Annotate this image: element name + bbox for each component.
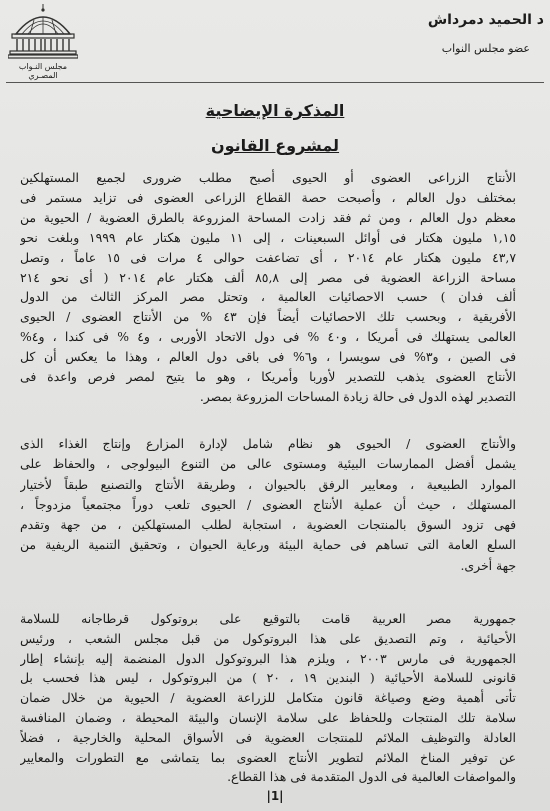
paragraph-line: الأحيائية ، وتم التصديق على هذا البروتوكول من قبل مجلس الشعب ، ورئيس	[20, 630, 516, 646]
paragraph-line: العالمى يستهلك فى أمريكا ، و٤٠ % فى دول الاتحاد الأوربى ، و٤ % فى كندا ، و٤%	[20, 329, 516, 345]
paragraph-line: فى الصين ، و٣% فى سويسرا ، و٦% فى باقى دول العالم ، وهذا ما يعكس أن كل	[20, 349, 516, 365]
paragraph-line: يشمل أفضل الممارسات البيئية ومستوى عالى من التنوع البيولوجى ، والحفاظ على	[20, 456, 516, 472]
paragraph-line: الأنتاج العضوى يذهب للتصدير لأوربا وأمريكا ، وهو ما يتيح لمصر فرص واعدة فى	[20, 369, 516, 385]
paragraph-line: ألف فدان ) حسب الاحصائيات العالمية ، وتحتل مصر المركز الثالث من الدول	[20, 289, 516, 305]
document-subtitle: لمشروع القانون	[210, 136, 340, 155]
paragraph-line: المستهلك ، حيث أن عملية الأنتاج العضوى / الحيوى تلعب دوراً مجتمعياً مزدوجاً ،	[20, 496, 516, 512]
parliament-logo	[4, 2, 82, 80]
paragraph-line: التصدير لهذه الدول فى حالة زيادة المساحات المزروعة بمصر.	[199, 388, 516, 404]
page-number: |1|	[266, 789, 284, 803]
paragraph-2	[20, 434, 516, 576]
paragraph-line: الموارد الطبيعية ، ومعايير الرفق بالحيوان ، وطريقة الأنتاج والتصنيع طبقاً لأختيار	[20, 476, 516, 492]
paragraph-line: السلع العامة التى تساهم فى حماية البيئة ورعاية الحيوان ، وتحقيق التنمية الريفية من	[20, 537, 516, 553]
paragraph-line: فهى تزود السوق بالمنتجات العضوية ، استجابة لطلب المستهلكين ، من جهة وتقدم	[20, 517, 516, 533]
parliament-dome-icon	[8, 2, 78, 60]
paragraph-line: الجمهورية فى مارس ٢٠٠٣ ، ويلزم هذا البروتوكول الدول المنضمة إليه بإنشاء إطار	[20, 650, 516, 666]
paragraph-line: جهة أخرى.	[460, 557, 516, 573]
paragraph-line: تأتى أهمية وضع وصياغة قانون متكامل للزراعة العضوية / الحيوية من خلال ضمان	[20, 690, 516, 706]
paragraph-line: والمواصفات العالمية فى الدول المتقدمة فى هذا القطاع.	[227, 769, 516, 785]
logo-caption: مجلس النـواب المصـري	[18, 62, 68, 80]
author-name: د الحميد دمرداش	[427, 12, 544, 28]
letterhead-author	[428, 12, 544, 55]
paragraph-line: ٤٣,٧ مليون هكتار عام ٢٠١٤ ، أى تضاعفت حوالى ٤ مرات فى ١٥ عاماً ، وتصل	[20, 249, 516, 265]
paragraph-3	[20, 609, 516, 787]
paragraph-line: مساحة الزراعة العضوية فى مصر إلى ٨٥,٨ ألف هكتار عام ٢٠١٤ ( أى نحو ٢١٤	[20, 269, 516, 285]
paragraph-line: قانونى للسلامة الأحيائية ( البندين ١٩ ، ٢٠ ) من البروتوكول ، ليس هذا فحسب بل	[20, 670, 516, 686]
paragraph-line: الأفريقية ، وبحسب تلك الاحصائيات أيضاً فإن ٤٣ % من الأنتاج العضوى / الحيوى	[20, 309, 516, 325]
paragraph-line: والأنتاج العضوى / الحيوى هو نظام شامل لإدارة المزارع وإنتاج الغذاء الذى	[20, 436, 516, 451]
paragraph-line: بمختلف دول العالم ، وأصبحت حصة القطاع الزراعى العضوى فى تزايد مستمر فى	[20, 189, 516, 205]
author-role: عضو مجلس النواب	[441, 42, 530, 55]
paragraph-line: عن توفير المناخ الملائم لتطوير الأنتاج العضوى بما يتماشى مع التطورات والمعايير	[20, 749, 516, 765]
paragraph-line: ١,١٥ مليون هكتار فى أوائل السبعينات ، إلى ١١ مليون هكتار عام ١٩٩٩ وبلغت نحو	[20, 229, 516, 245]
paragraph-line: الأنتاج الزراعى العضوى أو الحيوى أصبح مطلب ضرورى لجميع المستهلكين	[20, 170, 516, 185]
paragraph-line: سلامة تلك المنتجات وللحفاظ على سلامة الإنسان والبيئة المحيطة ، وضمان المنافسة	[20, 709, 516, 725]
paragraph-line: العادلة والتوظيف الملائم للمنتجات العضوية فى الأسواق المحلية والخارجية ، فضلاً	[20, 729, 516, 745]
paragraph-line: جمهورية مصر العربية قامت بالتوقيع على بروتوكول قرطاجانه للسلامة	[20, 611, 516, 626]
document-title: المذكرة الإيضاحية	[205, 101, 345, 120]
paragraph-1	[20, 168, 516, 407]
header-divider	[6, 82, 544, 83]
paragraph-line: معظم دول العالم ، ومن ثم فقد زادت المساحة المزروعة بالطرق العضوية / الحيوية من	[20, 209, 516, 225]
